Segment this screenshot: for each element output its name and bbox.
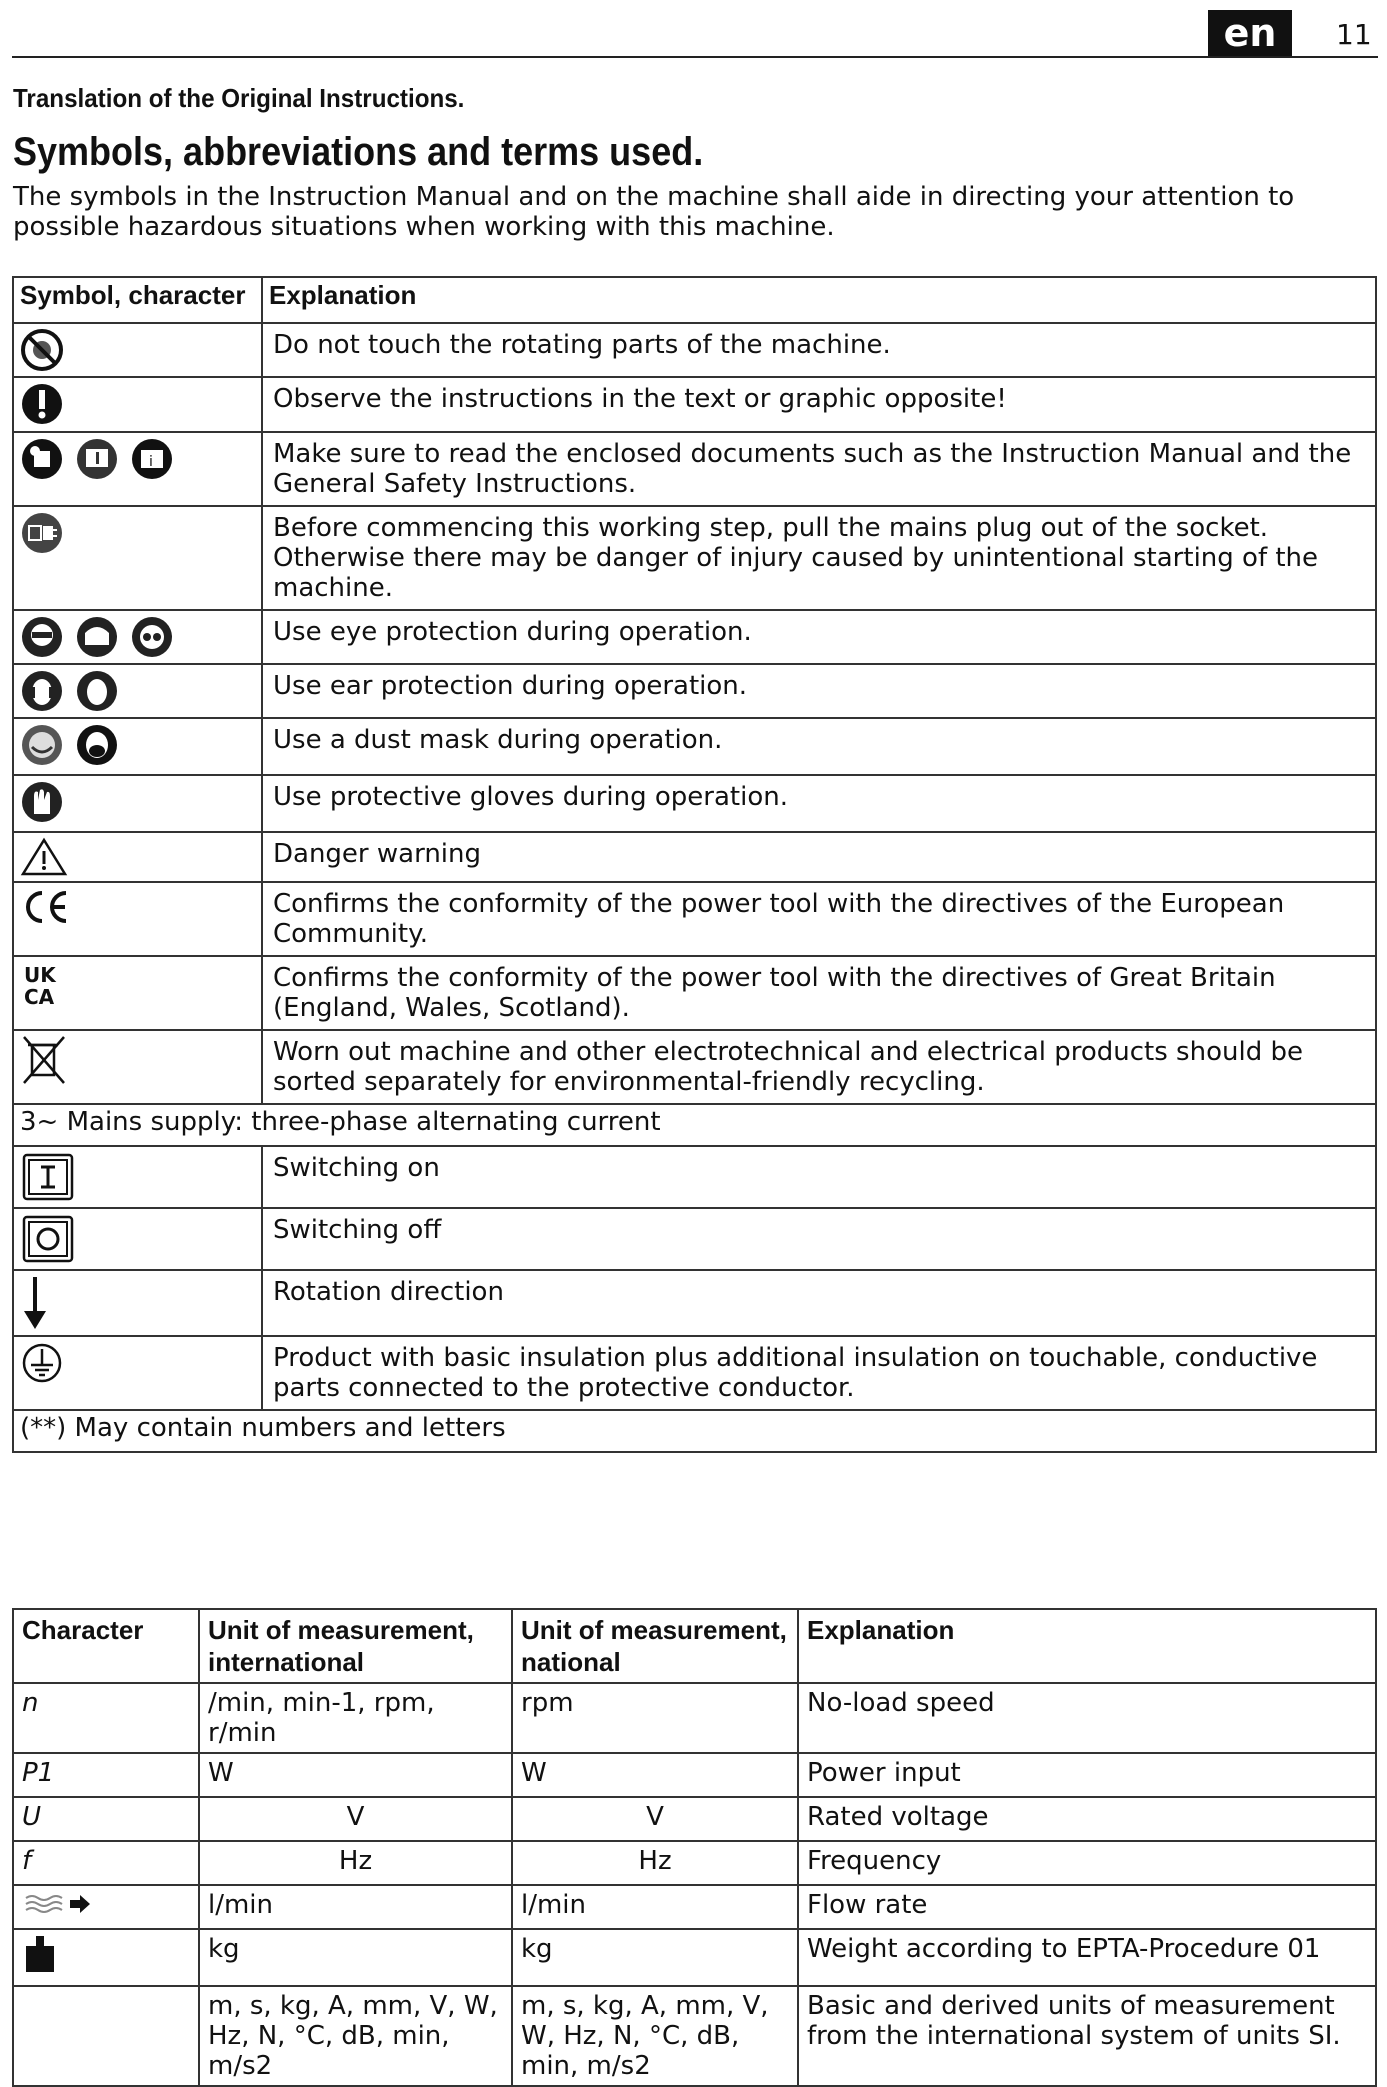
- table-row: [13, 1753, 1376, 1797]
- weee-bin-icon: [20, 1035, 68, 1085]
- explanation-cell: Flow rate: [798, 1885, 1376, 1929]
- explanation-text: Rotation direction: [262, 1270, 1376, 1336]
- character-cell: [13, 1986, 199, 2086]
- table-row: [13, 1986, 1376, 2086]
- svg-text:CA: CA: [24, 985, 55, 1009]
- warning-triangle-icon: [20, 837, 68, 877]
- header-divider: [12, 56, 1378, 58]
- table-row: [13, 377, 1376, 432]
- exclamation-icon: [20, 382, 64, 426]
- respirator-icon: [75, 723, 119, 767]
- table-row: [13, 1030, 1376, 1104]
- table-row: [13, 1104, 1376, 1146]
- table-row: [13, 1208, 1376, 1270]
- explanation-text: Switching off: [262, 1208, 1376, 1270]
- intro-paragraph: The symbols in the Instruction Manual and on the machine shall aide in directing your attention to possible hazardous situations when working with this machine.: [13, 182, 1295, 242]
- unit-international-cell: W: [199, 1753, 512, 1797]
- explanation-text: Use eye protection during operation.: [262, 610, 1376, 664]
- explanation-cell: Basic and derived units of measurement from the international system of units SI.: [798, 1986, 1376, 2086]
- ear-protection-icon: [20, 669, 64, 713]
- table-row: [13, 956, 1376, 1030]
- symbols-table: [12, 276, 1377, 1453]
- explanation-cell: Frequency: [798, 1841, 1376, 1885]
- header-symbol: Symbol, character: [13, 277, 262, 323]
- mains-supply-row: 3~ Mains supply: three-phase alternating current: [13, 1104, 1376, 1146]
- explanation-text: Worn out machine and other electrotechnical and electrical products should be sorted separately for environmental-friendly recycling.: [262, 1030, 1376, 1104]
- unit-national-cell: W: [512, 1753, 798, 1797]
- table-row: [13, 610, 1376, 664]
- table-header-row: [13, 277, 1376, 323]
- no-touch-rotating-icon: [20, 328, 64, 372]
- header-explanation: Explanation: [262, 277, 1376, 323]
- read-manual-icon: [20, 437, 64, 481]
- character-cell: [13, 1929, 199, 1986]
- table-header-row: [13, 1609, 1376, 1683]
- unit-national-cell: Hz: [512, 1841, 798, 1885]
- ce-mark-icon: [20, 887, 72, 927]
- explanation-cell: No-load speed: [798, 1683, 1376, 1753]
- footnote-row: (**) May contain numbers and letters: [13, 1410, 1376, 1452]
- svg-text:i: i: [149, 454, 154, 470]
- page-number: 11: [1336, 18, 1372, 51]
- safety-glasses-icon: [130, 615, 174, 659]
- dust-mask-icon: [20, 723, 64, 767]
- unit-international-cell: kg: [199, 1929, 512, 1986]
- svg-text:UK: UK: [24, 963, 56, 987]
- explanation-cell: Power input: [798, 1753, 1376, 1797]
- explanation-text: Use protective gloves during operation.: [262, 775, 1376, 832]
- table-row: [13, 775, 1376, 832]
- character-cell: [13, 1885, 199, 1929]
- table-row: [13, 664, 1376, 718]
- explanation-text: Confirms the conformity of the power tool with the directives of the European Community.: [262, 882, 1376, 956]
- ear-muffs-icon: [75, 669, 119, 713]
- header-explanation: Explanation: [798, 1609, 1376, 1683]
- explanation-text: Make sure to read the enclosed documents such as the Instruction Manual and the General Safety Instructions.: [262, 432, 1376, 506]
- protective-earth-icon: [20, 1341, 64, 1385]
- unit-international-cell: m, s, kg, A, mm, V, W, Hz, N, °C, dB, min, m/s2: [199, 1986, 512, 2086]
- flow-rate-icon: [22, 1890, 92, 1914]
- header-unit-national: Unit of measurement, national: [512, 1609, 798, 1683]
- goggles-icon: [20, 615, 64, 659]
- table-row: [13, 832, 1376, 882]
- manual-book-icon: [75, 437, 119, 481]
- header-unit-international: Unit of measurement, international: [199, 1609, 512, 1683]
- unplug-icon: [20, 511, 64, 555]
- table-row: [13, 1410, 1376, 1452]
- table-row: [13, 1929, 1376, 1986]
- face-shield-icon: [75, 615, 119, 659]
- explanation-text: Use a dust mask during operation.: [262, 718, 1376, 775]
- explanation-text: Product with basic insulation plus additional insulation on touchable, conductive parts connected to the protective conductor.: [262, 1336, 1376, 1410]
- header-character: Character: [13, 1609, 199, 1683]
- table-row: [13, 323, 1376, 377]
- table-row: [13, 882, 1376, 956]
- table-row: [13, 432, 1376, 506]
- table-row: [13, 1336, 1376, 1410]
- document-subtitle: Translation of the Original Instructions.: [13, 83, 465, 113]
- table-row: [13, 1841, 1376, 1885]
- unit-national-cell: kg: [512, 1929, 798, 1986]
- table-row: [13, 718, 1376, 775]
- explanation-text: Use ear protection during operation.: [262, 664, 1376, 718]
- explanation-text: Do not touch the rotating parts of the machine.: [262, 323, 1376, 377]
- unit-national-cell: V: [512, 1797, 798, 1841]
- units-table: [12, 1608, 1377, 2087]
- character-cell: f: [13, 1841, 199, 1885]
- gloves-icon: [20, 780, 64, 824]
- weight-icon: [22, 1934, 58, 1974]
- table-row: [13, 1683, 1376, 1753]
- table-row: [13, 1797, 1376, 1841]
- explanation-text: Confirms the conformity of the power tool with the directives of Great Britain (England, Wales, Scotland).: [262, 956, 1376, 1030]
- unit-national-cell: rpm: [512, 1683, 798, 1753]
- unit-national-cell: m, s, kg, A, mm, V, W, Hz, N, °C, dB, min, m/s2: [512, 1986, 798, 2086]
- explanation-text: Observe the instructions in the text or graphic opposite!: [262, 377, 1376, 432]
- table-row: [13, 1885, 1376, 1929]
- explanation-text: Danger warning: [262, 832, 1376, 882]
- page-title: Symbols, abbreviations and terms used.: [13, 130, 704, 174]
- explanation-cell: Rated voltage: [798, 1797, 1376, 1841]
- character-cell: U: [13, 1797, 199, 1841]
- unit-international-cell: V: [199, 1797, 512, 1841]
- explanation-cell: Weight according to EPTA-Procedure 01: [798, 1929, 1376, 1986]
- switch-on-icon: [20, 1151, 76, 1203]
- table-row: [13, 506, 1376, 610]
- explanation-text: Before commencing this working step, pull the mains plug out of the socket. Otherwise there may be danger of injury caused by unintentional starting of the machine.: [262, 506, 1376, 610]
- table-row: [13, 1270, 1376, 1336]
- language-badge: en: [1208, 10, 1292, 56]
- character-cell: n: [13, 1683, 199, 1753]
- explanation-text: Switching on: [262, 1146, 1376, 1208]
- ukca-mark-icon: [20, 961, 64, 1009]
- unit-national-cell: l/min: [512, 1885, 798, 1929]
- switch-off-icon: [20, 1213, 76, 1265]
- unit-international-cell: Hz: [199, 1841, 512, 1885]
- manual-info-icon: [130, 437, 174, 481]
- table-row: [13, 1146, 1376, 1208]
- unit-international-cell: /min, min-1, rpm, r/min: [199, 1683, 512, 1753]
- unit-international-cell: l/min: [199, 1885, 512, 1929]
- character-cell: P1: [13, 1753, 199, 1797]
- rotation-arrow-icon: [20, 1275, 50, 1331]
